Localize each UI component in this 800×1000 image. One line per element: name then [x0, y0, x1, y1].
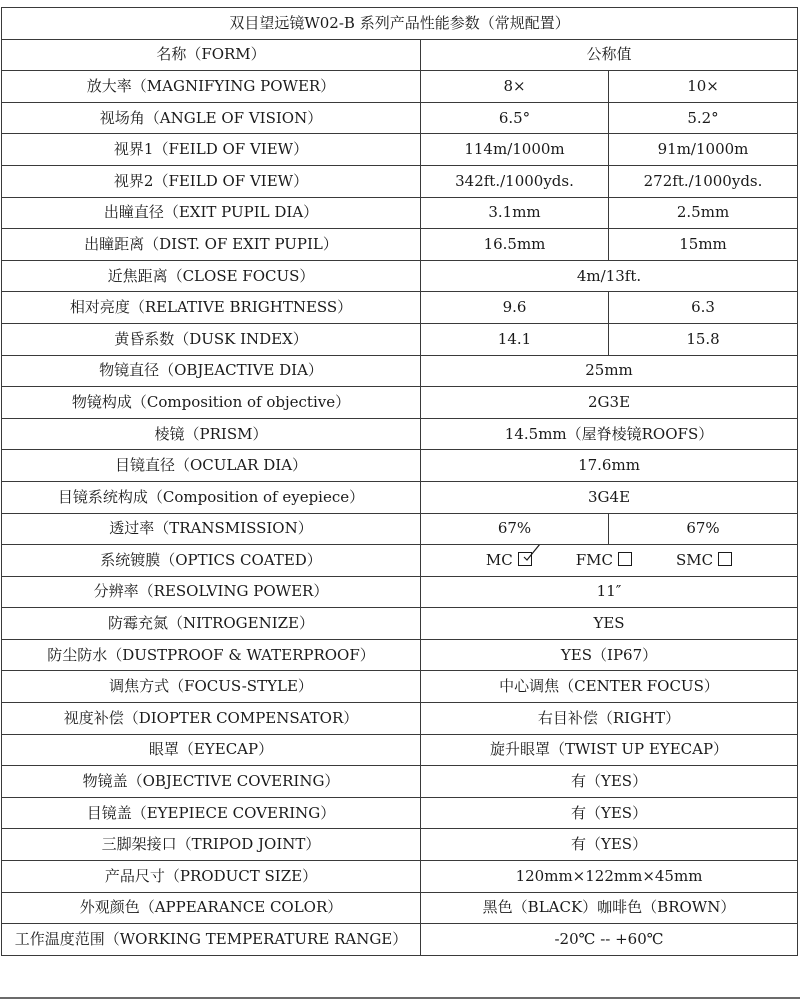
- param-value: -20℃ -- +60℃: [421, 924, 798, 956]
- coating-option-label: MC: [485, 551, 513, 570]
- param-value-8x: 114m/1000m: [421, 134, 609, 166]
- table-row: [2, 260, 798, 292]
- param-value: 有（YES）: [421, 829, 798, 861]
- table-row: [2, 861, 798, 893]
- table-row: [2, 102, 798, 134]
- checkbox-icon: [518, 552, 532, 566]
- param-label: 视场角（ANGLE OF VISION）: [2, 102, 421, 134]
- param-value: YES（IP67）: [421, 639, 798, 671]
- table-row: [2, 450, 798, 482]
- param-label: 黄昏系数（DUSK INDEX）: [2, 323, 421, 355]
- param-value: 中心调焦（CENTER FOCUS）: [421, 671, 798, 703]
- param-label: 工作温度范围（WORKING TEMPERATURE RANGE）: [2, 924, 421, 956]
- table-row: [2, 229, 798, 261]
- param-value: 右目补偿（RIGHT）: [421, 703, 798, 735]
- param-value-10x: 91m/1000m: [609, 134, 798, 166]
- param-value-10x: 6.3: [609, 292, 798, 324]
- param-label: 出瞳直径（EXIT PUPIL DIA）: [2, 197, 421, 229]
- table-row: [2, 829, 798, 861]
- param-value: 有（YES）: [421, 797, 798, 829]
- param-value-8x: 3.1mm: [421, 197, 609, 229]
- param-value: 有（YES）: [421, 766, 798, 798]
- coating-options: [421, 545, 798, 577]
- param-label: 视界1（FEILD OF VIEW）: [2, 134, 421, 166]
- table-row: [2, 703, 798, 735]
- table-row: [2, 639, 798, 671]
- param-label: 系统镀膜（OPTICS COATED）: [2, 545, 421, 577]
- table-row: [2, 545, 798, 577]
- table-row: [2, 608, 798, 640]
- param-label: 目镜直径（OCULAR DIA）: [2, 450, 421, 482]
- param-value: 旋升眼罩（TWIST UP EYECAP）: [421, 734, 798, 766]
- checkbox-icon: [718, 552, 732, 566]
- check-mark-icon: [523, 545, 541, 562]
- table-row: [2, 418, 798, 450]
- param-value: YES: [421, 608, 798, 640]
- param-value: 25mm: [421, 355, 798, 387]
- param-label: 物镜盖（OBJECTIVE COVERING）: [2, 766, 421, 798]
- param-value: 黑色（BLACK）咖啡色（BROWN）: [421, 892, 798, 924]
- table-row: [2, 387, 798, 419]
- checkbox-icon: [618, 552, 632, 566]
- param-label: 视度补偿（DIOPTER COMPENSATOR）: [2, 703, 421, 735]
- table-row: [2, 924, 798, 956]
- param-label: 外观颜色（APPEARANCE COLOR）: [2, 892, 421, 924]
- table-row: [2, 134, 798, 166]
- param-value: 17.6mm: [421, 450, 798, 482]
- table-row: [2, 892, 798, 924]
- param-label: 物镜构成（Composition of objective）: [2, 387, 421, 419]
- param-value: 3G4E: [421, 481, 798, 513]
- coating-option: [486, 552, 532, 568]
- table-row: [2, 766, 798, 798]
- param-label: 眼罩（EYECAP）: [2, 734, 421, 766]
- header-name: 名称（FORM）: [2, 39, 421, 71]
- param-value-8x: 14.1: [421, 323, 609, 355]
- param-value-8x: 6.5°: [421, 102, 609, 134]
- spec-table: [1, 7, 798, 956]
- coating-option: [576, 552, 632, 568]
- param-value-10x: 15mm: [609, 229, 798, 261]
- header-row: [2, 39, 798, 71]
- param-label: 目镜盖（EYEPIECE COVERING）: [2, 797, 421, 829]
- coating-option: [676, 552, 732, 568]
- param-label: 近焦距离（CLOSE FOCUS）: [2, 260, 421, 292]
- param-value: 11″: [421, 576, 798, 608]
- table-row: [2, 197, 798, 229]
- param-value-10x: 67%: [609, 513, 798, 545]
- param-label: 分辨率（RESOLVING POWER）: [2, 576, 421, 608]
- param-value-8x: 342ft./1000yds.: [421, 165, 609, 197]
- param-label: 产品尺寸（PRODUCT SIZE）: [2, 861, 421, 893]
- table-title: 双目望远镜W02-B 系列产品性能参数（常规配置）: [2, 8, 798, 40]
- table-row: [2, 481, 798, 513]
- table-row: [2, 734, 798, 766]
- param-value-8x: 67%: [421, 513, 609, 545]
- param-label: 防尘防水（DUSTPROOF & WATERPROOF）: [2, 639, 421, 671]
- table-row: [2, 671, 798, 703]
- coating-option-label: FMC: [575, 551, 613, 570]
- param-value-10x: 5.2°: [609, 102, 798, 134]
- param-label: 棱镜（PRISM）: [2, 418, 421, 450]
- param-value-10x: 15.8: [609, 323, 798, 355]
- param-value-8x: 16.5mm: [421, 229, 609, 261]
- param-label: 透过率（TRANSMISSION）: [2, 513, 421, 545]
- param-label: 调焦方式（FOCUS-STYLE）: [2, 671, 421, 703]
- header-value: 公称值: [421, 39, 798, 71]
- title-row: [2, 8, 798, 40]
- param-label: 物镜直径（OBJEACTIVE DIA）: [2, 355, 421, 387]
- param-value-10x: 272ft./1000yds.: [609, 165, 798, 197]
- param-label: 放大率（MAGNIFYING POWER）: [2, 71, 421, 103]
- table-row: [2, 71, 798, 103]
- param-value-10x: 10×: [609, 71, 798, 103]
- coating-option-label: SMC: [676, 551, 714, 570]
- table-row: [2, 323, 798, 355]
- param-value-8x: 8×: [421, 71, 609, 103]
- param-label: 视界2（FEILD OF VIEW）: [2, 165, 421, 197]
- param-value: 120mm×122mm×45mm: [421, 861, 798, 893]
- table-row: [2, 355, 798, 387]
- table-row: [2, 292, 798, 324]
- table-row: [2, 797, 798, 829]
- bottom-rule: [0, 997, 800, 999]
- param-value-10x: 2.5mm: [609, 197, 798, 229]
- table-row: [2, 513, 798, 545]
- param-label: 相对亮度（RELATIVE BRIGHTNESS）: [2, 292, 421, 324]
- param-value: 2G3E: [421, 387, 798, 419]
- param-label: 防霉充氮（NITROGENIZE）: [2, 608, 421, 640]
- param-label: 目镜系统构成（Composition of eyepiece）: [2, 481, 421, 513]
- table-row: [2, 576, 798, 608]
- param-value: 14.5mm（屋脊棱镜ROOFS）: [421, 418, 798, 450]
- param-value: 4m/13ft.: [421, 260, 798, 292]
- param-label: 三脚架接口（TRIPOD JOINT）: [2, 829, 421, 861]
- table-row: [2, 165, 798, 197]
- param-value-8x: 9.6: [421, 292, 609, 324]
- param-label: 出瞳距离（DIST. OF EXIT PUPIL）: [2, 229, 421, 261]
